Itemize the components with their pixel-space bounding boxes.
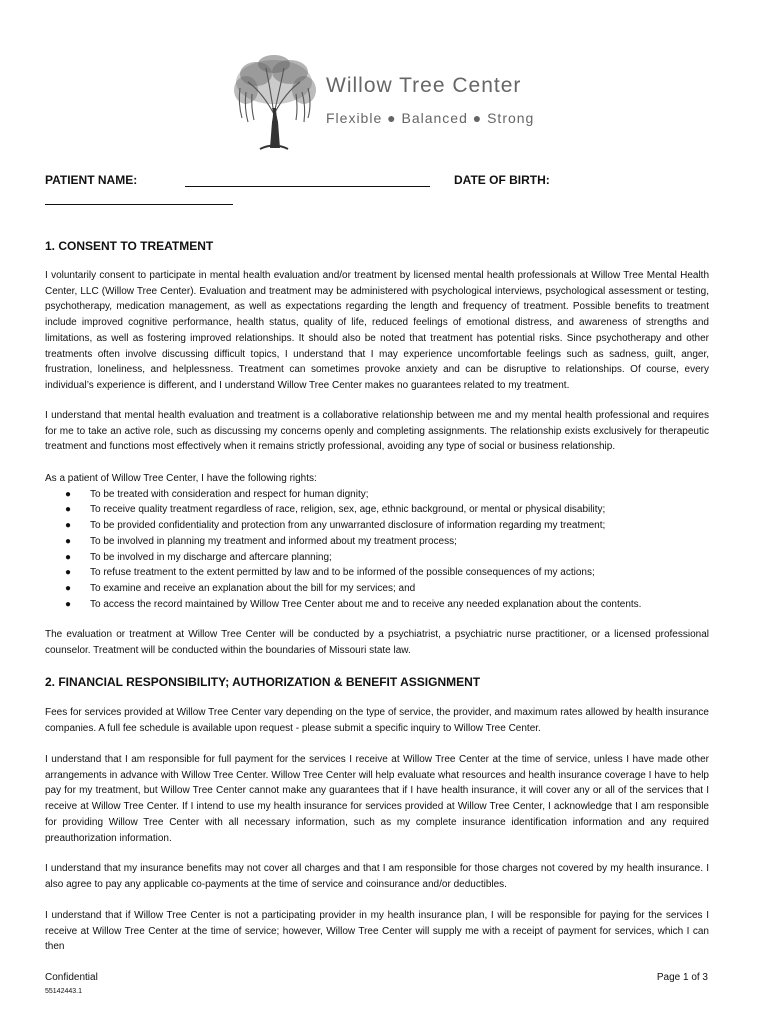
list-item: ● To be involved in my discharge and aftercare planning; <box>45 550 709 566</box>
bullet-icon: ● <box>65 504 72 516</box>
section-2-benefits <box>45 861 709 892</box>
list-item: ● To be involved in planning my treatment and informed about my treatment process; <box>45 534 709 550</box>
section-2-fees <box>45 705 709 736</box>
section-2-title: 2. FINANCIAL RESPONSIBILITY; AUTHORIZATION & BENEFIT ASSIGNMENT <box>45 675 481 689</box>
rights-intro: As a patient of Willow Tree Center, I have the following rights: <box>45 473 317 484</box>
list-item: ● To examine and receive an explanation about the bill for my services; and <box>45 581 709 597</box>
patient-name-label: PATIENT NAME: <box>45 173 138 187</box>
list-item: ● To be provided confidentiality and protection from any unwarranted disclosure of information regarding my treatment; <box>45 518 709 534</box>
page-number: Page 1 of 3 <box>656 972 708 983</box>
section-1-title: 1. CONSENT TO TREATMENT <box>45 239 214 253</box>
logo-tagline: Flexible ● Balanced ● Strong <box>326 110 535 126</box>
list-item: ● To access the record maintained by Willow Tree Center about me and to receive any needed explanation about the contents. <box>45 597 709 613</box>
logo <box>226 52 546 152</box>
bullet-icon: ● <box>65 598 72 610</box>
section-2-responsibility <box>45 752 709 846</box>
consent-paragraph-3: The evaluation or treatment at Willow Tree Center will be conducted by a psychiatrist, a psychiatric nurse practitioner, or a licensed professional counselor. Treatment will be conducted within the boundaries of Missouri state law. <box>45 629 709 656</box>
list-item: ● To receive quality treatment regardless of race, religion, sex, age, ethnic background, or mental or physical disability; <box>45 502 709 518</box>
consent-paragraph-1: I voluntarily consent to participate in mental health evaluation and/or treatment by licensed mental health professionals at Willow Tree Mental Health Center, LLC (Willow Tree Center). Evaluation and treatment may be administered with psychological interviews, psychological assessment or testing, psychotherapy, medication management, as well as expectations regarding the length and frequency of treatment. Possible benefits to treatment include improved cognitive performance, health status, quality of life, reduced feelings of emotional distress, and awareness of strengths and limitations, as well as fostering improved relationships. It should also be noted that treatment has potential risks. Since psychotherapy and other treatments often involve discussing difficult topics, I understand that I may experience uncomfortable feelings such as sadness, guilt, anger, frustration, loneliness, and helplessness. Treatment can sometimes provoke anxiety and can be disruptive to relationships. Of course, every individual’s experience is different, and I understand Willow Tree Center makes no guarantees related to my treatment. <box>45 270 709 391</box>
consent-paragraph-2: I understand that mental health evaluation and treatment is a collaborative relationship between me and my mental health professional and requires for me to take an active role, such as discussing my concerns openly and completing assignments. The relationship exists exclusively for therapeutic treatment and functions most effectively when it remains strictly professional, avoiding any type of social or business relationship. <box>45 410 709 453</box>
list-item: ● To refuse treatment to the extent permitted by law and to be informed of the possible consequences of my actions; <box>45 565 709 581</box>
section-2-provider <box>45 908 709 955</box>
bullet-icon: ● <box>65 535 72 547</box>
financial-paragraph-1: Fees for services provided at Willow Tree Center vary depending on the type of service, the provider, and maximum rates allowed by health insurance companies. A full fee schedule is available upon request - please submit a specific inquiry to Willow Tree Center. <box>45 707 709 734</box>
section-1-closing <box>45 627 709 658</box>
willow-tree-icon <box>226 52 324 152</box>
rights-list <box>45 487 709 613</box>
bullet-icon: ● <box>65 551 72 563</box>
logo-name: Willow Tree Center <box>326 74 522 97</box>
section-1-collab <box>45 408 709 455</box>
date-of-birth-label: DATE OF BIRTH: <box>454 173 550 187</box>
confidential-label: Confidential <box>45 972 98 983</box>
list-item: ● To be treated with consideration and respect for human dignity; <box>45 487 709 503</box>
patient-name-field[interactable] <box>185 186 430 187</box>
bullet-icon: ● <box>65 567 72 579</box>
section-1-body <box>45 268 709 394</box>
bullet-icon: ● <box>65 582 72 594</box>
bullet-icon: ● <box>65 520 72 532</box>
financial-paragraph-2: I understand that I am responsible for full payment for the services I receive at Willow Tree Center at the time of service, unless I have made other arrangements in advance with Willow Tree Center. Willow Tree Center will help evaluate what resources and health insurance coverage I have to help pay for my treatment, but Willow Tree Center cannot make any guarantees that if I have health insurance, it will cover any or all of the services that I receive at Willow Tree Center. If I intend to use my health insurance for services provided at Willow Tree Center, I acknowledge that I am responsible for providing Willow Tree Center with all necessary information, such as my complete insurance identification information and any required preauthorization information. <box>45 754 709 844</box>
date-of-birth-field[interactable] <box>45 204 233 205</box>
bullet-icon: ● <box>65 488 72 500</box>
document-code: 55142443.1 <box>45 988 82 995</box>
financial-paragraph-3: I understand that my insurance benefits may not cover all charges and that I am responsible for those charges not covered by my health insurance. I also agree to pay any applicable co-payments at the time of service and coinsurance and/or deductibles. <box>45 863 709 890</box>
financial-paragraph-4: I understand that if Willow Tree Center is not a participating provider in my health insurance plan, I will be responsible for paying for the services I receive at Willow Tree Center at the time of service; however, Willow Tree Center will supply me with a receipt of payment for services, which I can then <box>45 910 709 953</box>
patient-rights <box>45 471 709 612</box>
